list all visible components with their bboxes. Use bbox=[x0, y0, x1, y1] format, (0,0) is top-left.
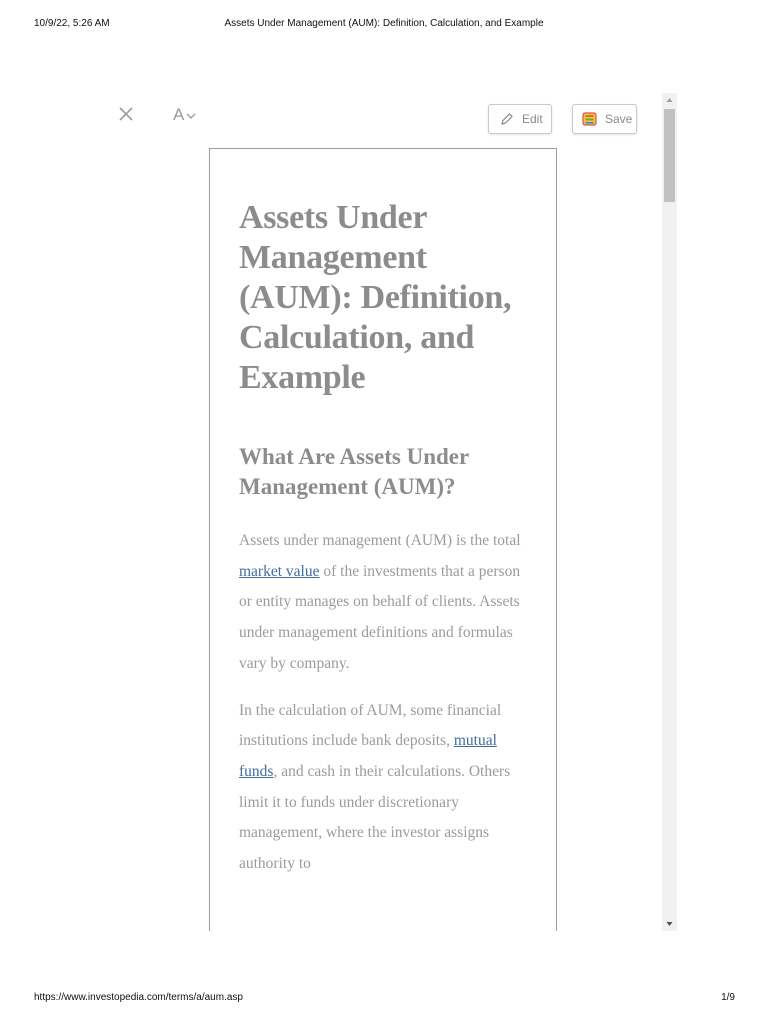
close-icon bbox=[116, 104, 136, 124]
article-paragraph bbox=[239, 526, 531, 680]
pencil-icon bbox=[500, 112, 514, 126]
paragraph-text: of the investments that a person or entity manages on behalf of clients. Assets under management definitions and formulas vary by company. bbox=[239, 562, 521, 672]
edit-button[interactable] bbox=[488, 104, 552, 134]
print-page-number: 1/9 bbox=[721, 992, 735, 1003]
scrollbar[interactable] bbox=[662, 93, 677, 931]
close-button[interactable] bbox=[116, 104, 136, 124]
paragraph-text: , and cash in their calculations. Others limit it to funds under discretionary management, where the investor assigns authority to bbox=[239, 762, 511, 873]
scroll-down-button[interactable] bbox=[662, 917, 677, 931]
font-settings-label: A bbox=[173, 105, 185, 124]
print-footer bbox=[0, 992, 768, 1006]
arrow-down-icon bbox=[662, 917, 677, 931]
print-url: https://www.investopedia.com/terms/a/aum.asp bbox=[34, 992, 243, 1003]
document-page bbox=[209, 148, 557, 931]
save-button-label: Save bbox=[605, 112, 633, 126]
mutual-funds-link[interactable]: mutual funds bbox=[239, 732, 497, 780]
paragraph-text: Assets under management (AUM) is the total bbox=[239, 532, 521, 549]
article-title: Assets Under Management (AUM): Definition, Calculation, and Example bbox=[239, 199, 512, 396]
market-value-link[interactable]: market value bbox=[239, 562, 320, 580]
print-datetime: 10/9/22, 5:26 AM bbox=[34, 18, 110, 29]
save-button[interactable] bbox=[572, 104, 637, 134]
scroll-up-button[interactable] bbox=[662, 93, 677, 107]
print-header bbox=[0, 18, 768, 32]
article-content bbox=[239, 198, 531, 880]
font-settings-button[interactable] bbox=[173, 104, 196, 126]
chevron-down-icon bbox=[186, 112, 196, 120]
article-subtitle: What Are Assets Under Management (AUM)? bbox=[239, 444, 469, 499]
paragraph-text: In the calculation of AUM, some financial institutions include bank deposits, bbox=[239, 701, 502, 750]
scrollbar-thumb[interactable] bbox=[664, 109, 675, 202]
save-icon bbox=[582, 112, 597, 126]
arrow-up-icon bbox=[662, 93, 677, 107]
edit-button-label: Edit bbox=[522, 112, 543, 126]
reader-viewport bbox=[209, 148, 557, 931]
article-paragraph bbox=[239, 696, 531, 880]
print-page-title: Assets Under Management (AUM): Definition, Calculation, and Example bbox=[224, 18, 544, 29]
